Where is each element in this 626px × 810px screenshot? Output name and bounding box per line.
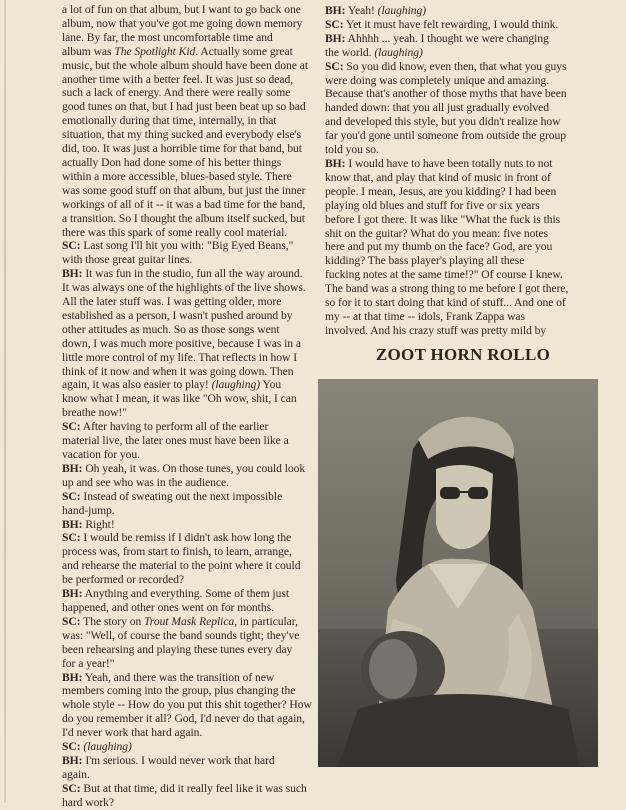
line-text: again. <box>62 767 90 781</box>
speaker-label: BH: <box>62 267 83 281</box>
line-text: It was fun in the studio, fun all the way around. <box>82 267 303 281</box>
line-text: happened, and other ones went on for months. <box>62 600 274 614</box>
text-line <box>62 531 318 545</box>
line-text: for a year!" <box>62 656 115 670</box>
line-text: there was this spark of some really cool material. <box>62 225 288 239</box>
line-text: a lot of fun on that album, but I want to go back one <box>62 3 301 16</box>
text-line <box>62 657 318 671</box>
line-text: did, too. It was just a horrible time for that band, but <box>62 142 302 156</box>
line-text: Oh yeah, it was. On those tunes, you could look <box>82 461 306 475</box>
text-line <box>325 4 601 18</box>
line-text: workings of all of it -- it was a bad time for the band, <box>62 197 306 211</box>
text-line <box>325 46 601 60</box>
text-line <box>62 309 318 323</box>
text-line <box>62 754 318 768</box>
line-text: established as a person, I wasn't pushed around by <box>62 308 293 322</box>
text-line <box>62 740 318 754</box>
line-text: But at that time, did it really feel like it was such <box>80 781 307 795</box>
line-text: far you'd gone until someone from outside the group <box>325 129 567 143</box>
line-text: and rehearse the material to the point where it could <box>62 559 301 573</box>
text-line <box>325 74 601 88</box>
text-line <box>62 142 318 156</box>
line-text: Anything and everything. Some of them just <box>82 587 289 601</box>
line-text: I would be remiss if I didn't ask how long the <box>80 531 292 545</box>
text-line <box>325 32 601 46</box>
line-text: process was, from start to finish, to learn, arrange, <box>62 545 292 559</box>
text-line <box>325 101 601 115</box>
speaker-label: SC: <box>325 17 344 31</box>
text-line <box>62 226 318 240</box>
text-line <box>62 114 318 128</box>
line-text: After having to perform all of the earlier <box>80 420 269 434</box>
line-text: hand-jump. <box>62 503 115 517</box>
text-line <box>62 156 318 170</box>
line-text: album, now that you've got me going down memory <box>62 16 303 30</box>
text-line <box>325 115 601 129</box>
speaker-label: BH: <box>62 587 83 601</box>
text-line <box>325 185 601 199</box>
speaker-label: SC: <box>325 59 344 73</box>
text-line <box>62 768 318 782</box>
text-line <box>325 60 601 74</box>
text-line <box>62 587 318 601</box>
text-line <box>62 504 318 518</box>
line-text: All the later stuff was. I was getting older, more <box>62 295 282 309</box>
text-line <box>325 310 601 324</box>
line-text: people. I mean, Jesus, are you kidding? I had been <box>325 184 557 198</box>
text-line <box>62 3 318 17</box>
text-line <box>325 129 601 143</box>
line-text: lane. By far, the most uncomfortable time and <box>62 30 273 44</box>
italic-text: (laughing) <box>211 378 261 392</box>
text-line <box>62 698 318 712</box>
speaker-label: BH: <box>325 31 346 45</box>
speaker-label: BH: <box>325 4 346 17</box>
text-line <box>62 684 318 698</box>
portrait-photo-illustration <box>318 379 598 767</box>
right-text-column <box>325 4 601 338</box>
italic-text: (laughing) <box>83 740 132 754</box>
speaker-label: SC: <box>62 781 81 795</box>
text-line <box>62 545 318 559</box>
line-text: a transition. So I thought the album itself sucked, but <box>62 211 305 225</box>
line-text: vacation for you. <box>62 448 141 461</box>
text-line <box>325 296 601 310</box>
text-line <box>62 170 318 184</box>
line-text: members coming into the group, plus changing the <box>62 684 296 698</box>
text-line <box>62 643 318 657</box>
text-line <box>62 323 318 337</box>
line-text: It was always one of the highlights of the live shows. <box>62 281 306 295</box>
line-text: kidding? The bass player's playing all these <box>325 254 525 268</box>
line-text: again, it was also easier to play! <box>62 378 212 392</box>
text-line <box>62 601 318 615</box>
text-line <box>62 59 318 73</box>
text-line <box>62 281 318 295</box>
italic-text: (laughing) <box>374 45 423 59</box>
text-line <box>62 448 318 462</box>
text-line <box>325 282 601 296</box>
text-line <box>325 199 601 213</box>
italic-text: The Spotlight Kid <box>114 44 196 58</box>
text-line <box>62 212 318 226</box>
text-line <box>62 73 318 87</box>
line-text: and developed this style, but you didn't realize how <box>325 115 561 129</box>
line-text: was some good stuff on that album, but just the inner <box>62 183 306 197</box>
speaker-label: SC: <box>62 420 81 434</box>
line-text: album was <box>62 44 115 58</box>
line-text: down, I was much more positive, because I was in a <box>62 336 301 350</box>
line-text: situation, that my thing sucked and everybody else's <box>62 128 302 142</box>
speaker-label: SC: <box>62 531 81 545</box>
text-line <box>62 351 318 365</box>
line-text: such a lack of energy. And there were really some <box>62 86 291 100</box>
photo-caption-heading: ZOOT HORN ROLLO <box>375 345 551 364</box>
text-line <box>62 462 318 476</box>
line-text: music, but the whole album should have been done at <box>62 58 309 72</box>
line-text: told you so. <box>325 143 379 157</box>
speaker-label: BH: <box>62 753 83 767</box>
speaker-label: SC: <box>62 489 81 503</box>
italic-text: Trout Mask Replica <box>144 614 235 628</box>
speaker-label: SC: <box>62 740 81 754</box>
text-line <box>62 490 318 504</box>
line-text: I'd never work that hard again. <box>62 726 203 740</box>
line-text: emotionally during that time, internally, in that <box>62 114 277 128</box>
text-line <box>62 615 318 629</box>
line-text: The story on <box>80 614 145 628</box>
speaker-label: BH: <box>62 517 83 531</box>
line-text: before I got there. It was like "What the fuck is this <box>325 212 561 226</box>
line-text-after: You <box>260 378 282 392</box>
text-line <box>62 420 318 434</box>
speaker-label: BH: <box>325 156 346 170</box>
text-line <box>62 295 318 309</box>
line-text: actually Don had done some of his better things <box>62 155 282 169</box>
text-line <box>325 240 601 254</box>
text-line <box>325 157 601 171</box>
line-text: Last song I'll hit you with: "Big Eyed Beans," <box>80 239 294 253</box>
line-text: Yeah, and there was the transition of new <box>82 670 275 684</box>
text-line <box>62 31 318 45</box>
line-text: Instead of sweating out the next impossible <box>80 489 283 503</box>
line-text: Because that's another of those myths that have been <box>325 87 567 101</box>
line-text-after: , in particular, <box>234 614 298 628</box>
line-text: other attitudes as much. So as those songs went <box>62 322 280 336</box>
line-text: were doing was completely unique and amazing. <box>325 73 550 87</box>
text-line <box>325 227 601 241</box>
line-text: shit on the guitar? What do you mean: five notes <box>325 226 549 240</box>
text-line <box>62 629 318 643</box>
line-text: good tunes on that, but I had just been beat up so bad <box>62 100 306 114</box>
text-line <box>325 324 601 338</box>
line-text: know what I mean, it was like "Oh wow, shit, I can <box>62 392 297 406</box>
text-line <box>62 406 318 420</box>
line-text: was: "Well, of course the band sounds tight; they've <box>62 628 300 642</box>
italic-text: (laughing) <box>377 4 427 17</box>
text-line <box>62 518 318 532</box>
text-line <box>325 18 601 32</box>
line-text: another time with a better feel. It was just so dead, <box>62 72 294 86</box>
text-line <box>325 254 601 268</box>
line-text: playing old blues and stuff for five or six years <box>325 198 540 212</box>
left-text-column <box>62 3 318 810</box>
line-text: handed down: that you all just gradually evolved <box>325 101 549 115</box>
text-line <box>325 87 601 101</box>
text-line <box>62 782 318 796</box>
text-line <box>62 267 318 281</box>
line-text: material live, the later ones must have been like a <box>62 434 289 448</box>
text-line <box>62 100 318 114</box>
text-line <box>62 573 318 587</box>
text-line <box>325 171 601 185</box>
portrait-photo-icon <box>318 379 598 767</box>
text-line <box>62 712 318 726</box>
page-gutter <box>4 0 6 803</box>
line-text-after: . Actually some great <box>195 44 293 58</box>
line-text: whole style -- How do you put this shit together? How <box>62 698 312 712</box>
line-text: So you did know, even then, that what you guys <box>343 59 567 73</box>
line-text: my -- at that time -- idols, Frank Zappa was <box>325 309 525 323</box>
line-text: so for it to start doing that kind of stuff... And one of <box>325 296 566 310</box>
text-line <box>62 45 318 59</box>
text-line <box>62 378 318 392</box>
text-line <box>62 86 318 100</box>
line-text: Right! <box>82 517 115 531</box>
text-line <box>325 213 601 227</box>
speaker-label: SC: <box>62 614 81 628</box>
line-text: The band was a strong thing to me before I got there, <box>325 282 569 296</box>
line-text: I'm serious. I would never work that hard <box>82 753 275 767</box>
line-text: with those great guitar lines. <box>62 253 193 267</box>
text-line <box>62 198 318 212</box>
line-text: little more control of my life. That reflects in how I <box>62 350 298 364</box>
line-text: within a more accessible, blues-based style. There <box>62 169 292 183</box>
line-text: been rehearsing and playing these tunes every day <box>62 642 293 656</box>
text-line <box>62 671 318 685</box>
line-text: up and see who was in the audience. <box>62 475 229 489</box>
line-text: think of it now and when it was going down. Then <box>62 364 294 378</box>
text-line <box>62 476 318 490</box>
line-text: do you remember it all? God, I'd never do that again, <box>62 712 305 726</box>
line-text: hard work? <box>62 795 114 809</box>
speaker-label: BH: <box>62 461 83 475</box>
text-line <box>62 253 318 267</box>
line-text: involved. And his crazy stuff was pretty mild by <box>325 323 547 337</box>
line-text: breathe now!" <box>62 406 127 420</box>
text-line <box>62 337 318 351</box>
text-line <box>62 128 318 142</box>
speaker-label: BH: <box>62 670 83 684</box>
text-line <box>62 392 318 406</box>
line-text: know that, and play that kind of music in front of <box>325 170 551 184</box>
text-line <box>62 434 318 448</box>
text-line <box>62 184 318 198</box>
text-line <box>62 17 318 31</box>
line-text: here and put my thumb on the face? God, are you <box>325 240 553 254</box>
text-line <box>62 365 318 379</box>
line-text: the world. <box>325 45 375 59</box>
text-line <box>325 143 601 157</box>
line-text: Ahhhh ... yeah. I thought we were changing <box>345 31 549 45</box>
line-text: Yeah! <box>345 4 378 17</box>
text-line <box>62 239 318 253</box>
line-text: be performed or recorded? <box>62 573 185 587</box>
speaker-label: SC: <box>62 239 81 253</box>
text-line <box>325 268 601 282</box>
line-text: fucking notes at the same time!?" Of course I knew. <box>325 268 563 282</box>
text-line <box>62 559 318 573</box>
text-line <box>62 726 318 740</box>
line-text: I would have to have been totally nuts to not <box>345 156 553 170</box>
line-text: Yet it must have felt rewarding, I would think. <box>343 17 559 31</box>
